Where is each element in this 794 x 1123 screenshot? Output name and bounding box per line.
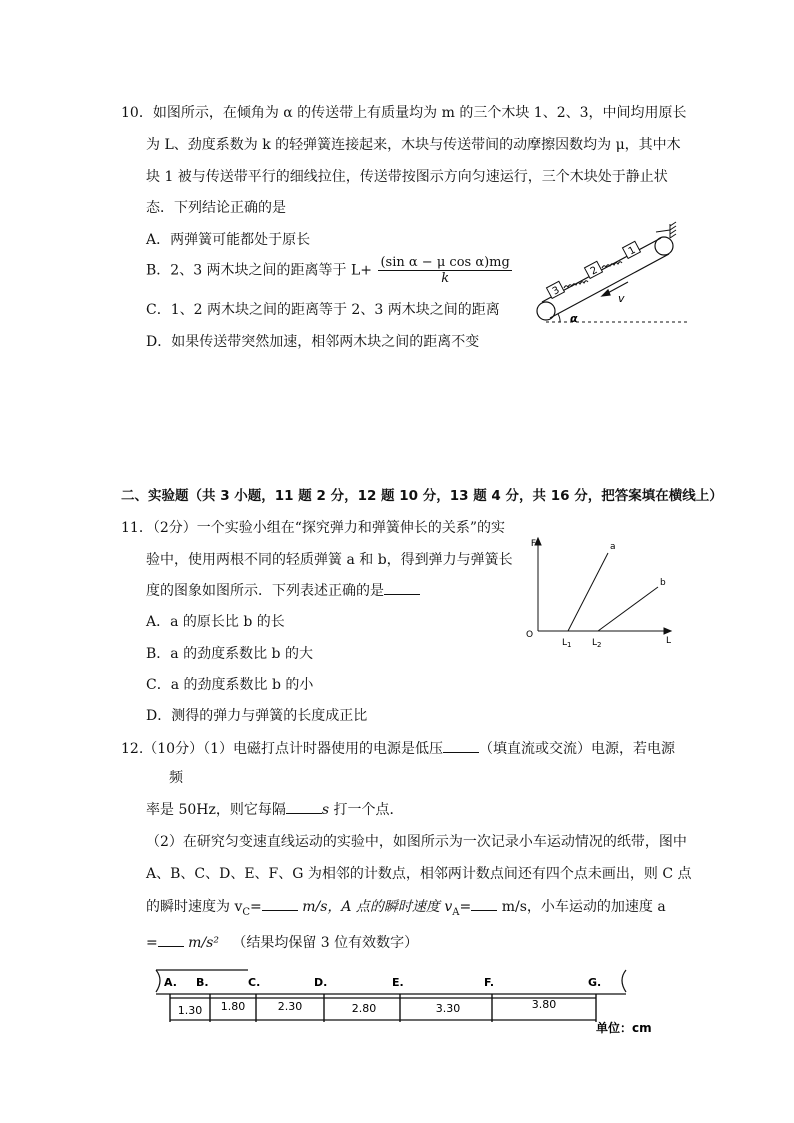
q11-stem-line1: （2分）一个实验小组在“探究弹力和弹簧伸长的关系”的实: [152, 520, 506, 536]
velocity-label: v: [618, 292, 625, 305]
q12-part2-line4: [146, 932, 418, 953]
accel-equals: =: [146, 935, 158, 951]
q11-line3: [146, 580, 420, 601]
segment-ef: 3.30: [435, 1002, 461, 1015]
segment-de: 2.80: [351, 1002, 377, 1015]
line-b: [598, 587, 658, 631]
tape-point-f: F.: [484, 976, 495, 989]
va-subscript: A: [452, 906, 460, 918]
ticker-tape-figure: [150, 966, 670, 1036]
q12-part1-text-b: （填直流或交流）电源，若电源: [479, 741, 675, 757]
tape-unit-label: 单位：cm: [596, 1021, 652, 1035]
va-text: m/s，A 点的瞬时速度 v: [297, 899, 453, 915]
q10-stem-line2: 为 L、劲度系数为 k 的轻弹簧连接起来，木块与传送带间的动摩擦因数均为 μ，其中木: [146, 137, 681, 153]
line-a: [568, 553, 608, 631]
tape-left-edge: [156, 970, 160, 992]
line-b-label: b: [660, 578, 666, 588]
angle-label: α: [570, 312, 578, 325]
angle-arc: [558, 314, 560, 322]
accel-unit: m/s²: [183, 935, 219, 951]
x-axis-arrow: [664, 628, 671, 634]
q11-number: 11．: [121, 520, 153, 536]
conveyor-belt-figure: [530, 218, 690, 330]
q10-option-a: A．两弹簧可能都处于原长: [146, 232, 311, 248]
q10-option-d: D．如果传送带突然加速，相邻两木块之间的距离不变: [146, 334, 480, 350]
q10-stem-line3: 块 1 被与传送带平行的细线拉住，传送带按图示方向匀速运行，三个木块处于静止状: [146, 169, 668, 185]
q12-part2-line1: （2）在研究匀变速直线运动的实验中，如图所示为一次记录小车运动情况的纸带，图中: [146, 834, 687, 850]
segment-fg: 3.80: [531, 998, 557, 1011]
y-axis-label: F: [530, 539, 536, 549]
q11-option-c: C．a 的劲度系数比 b 的小: [146, 677, 314, 693]
accel-answer-blank[interactable]: [158, 932, 184, 947]
q12-line1: [121, 738, 675, 759]
q12-line3: [146, 799, 404, 820]
q12-number: 12.: [121, 741, 144, 757]
q11-option-b: B．a 的劲度系数比 b 的大: [146, 646, 313, 662]
va-answer-blank[interactable]: [471, 896, 497, 911]
segment-ab: 1.30: [177, 1004, 203, 1017]
block-2-label: 2: [588, 264, 600, 278]
q12-power-type-blank[interactable]: [443, 738, 479, 753]
tape-point-g: G.: [588, 976, 602, 989]
fraction-numerator: (sin α − μ cos α)mg: [380, 255, 510, 270]
block-3: [546, 281, 564, 299]
q12-unit-s: s: [321, 802, 330, 818]
q10-option-b-fraction: [378, 255, 511, 286]
segment-cd: 2.30: [277, 1000, 303, 1013]
accel-text: m/s，小车运动的加速度 a: [497, 899, 666, 915]
origin-label: O: [526, 630, 534, 640]
force-length-graph: [520, 535, 680, 650]
q11-option-d: D．测得的弹力与弹簧的长度成正比: [146, 708, 368, 724]
block-1-label: 1: [626, 244, 638, 258]
block-3-label: 3: [550, 284, 562, 298]
q12-part2-line3: [146, 896, 666, 923]
block-2: [584, 261, 602, 279]
tension-string: [656, 230, 670, 232]
q11-line1: [121, 518, 505, 538]
tape-point-b: B.: [196, 976, 209, 989]
line-a-label: a: [610, 542, 616, 552]
tick-l1-label: $L_1$: [562, 638, 572, 649]
q11-option-a: A．a 的原长比 b 的长: [146, 614, 285, 630]
q11-stem-line2: 验中，使用两根不同的轻质弹簧 a 和 b，得到弹力与弹簧长: [146, 552, 513, 568]
belt: [537, 237, 673, 320]
tick-l2-label: $L_2$: [592, 638, 602, 649]
tape-point-c: C.: [248, 976, 261, 989]
tape-point-e: E.: [392, 976, 404, 989]
q12-part1-line3-c: 打一个点．: [329, 802, 404, 818]
q10-stem-line1: 如图所示，在倾角为 α 的传送带上有质量均为 m 的三个木块 1、2、3，中间均用原长: [152, 105, 687, 121]
fraction-denominator: k: [441, 271, 450, 286]
vc-answer-blank[interactable]: [262, 896, 298, 911]
q12-part1-line3-a: 率是 50Hz，则它每隔: [146, 802, 286, 818]
q10-line1: [121, 103, 687, 123]
q12-part1-line2: 频: [169, 770, 183, 786]
vc-text: 的瞬时速度为 v: [146, 899, 243, 915]
q10-number: 10．: [121, 105, 153, 121]
tape-right-edge: [622, 970, 626, 992]
q12-part2-line2: A、B、C、D、E、F、G 为相邻的计数点，相邻两计数点间还有四个点未画出，则 C 点: [146, 866, 692, 882]
q10-option-b-text: B．2、3 两木块之间的距离等于 L+: [146, 262, 373, 279]
spring-lower: [564, 281, 588, 288]
segment-bc: 1.80: [220, 1000, 246, 1013]
tape-point-a: A.: [164, 976, 177, 989]
section-2-title: 二、实验题（共 3 小题，11 题 2 分，12 题 10 分，13 题 4 分，共 16 分，把答案填在横线上）: [121, 488, 723, 504]
q11-stem-line3: 度的图象如图所示．下列表述正确的是: [146, 583, 384, 599]
vc-subscript: C: [242, 906, 251, 918]
wall-hatch: [670, 222, 676, 238]
va-equals: =: [459, 899, 472, 915]
q11-answer-blank[interactable]: [384, 580, 420, 595]
q10-option-b: [146, 255, 512, 286]
x-axis-label: L: [666, 636, 672, 646]
q10-stem-line4: 态．下列结论正确的是: [146, 200, 286, 216]
q12-period-blank[interactable]: [286, 799, 322, 814]
tape-point-d: D.: [314, 976, 328, 989]
precision-note: （结果均保留 3 位有效数字）: [232, 935, 419, 951]
vc-equals: =: [250, 899, 262, 915]
q10-option-c: C．1、2 两木块之间的距离等于 2、3 两木块之间的距离: [146, 302, 500, 318]
q12-part1-text-a: （10分）（1）电磁打点计时器使用的电源是低压: [143, 741, 443, 757]
